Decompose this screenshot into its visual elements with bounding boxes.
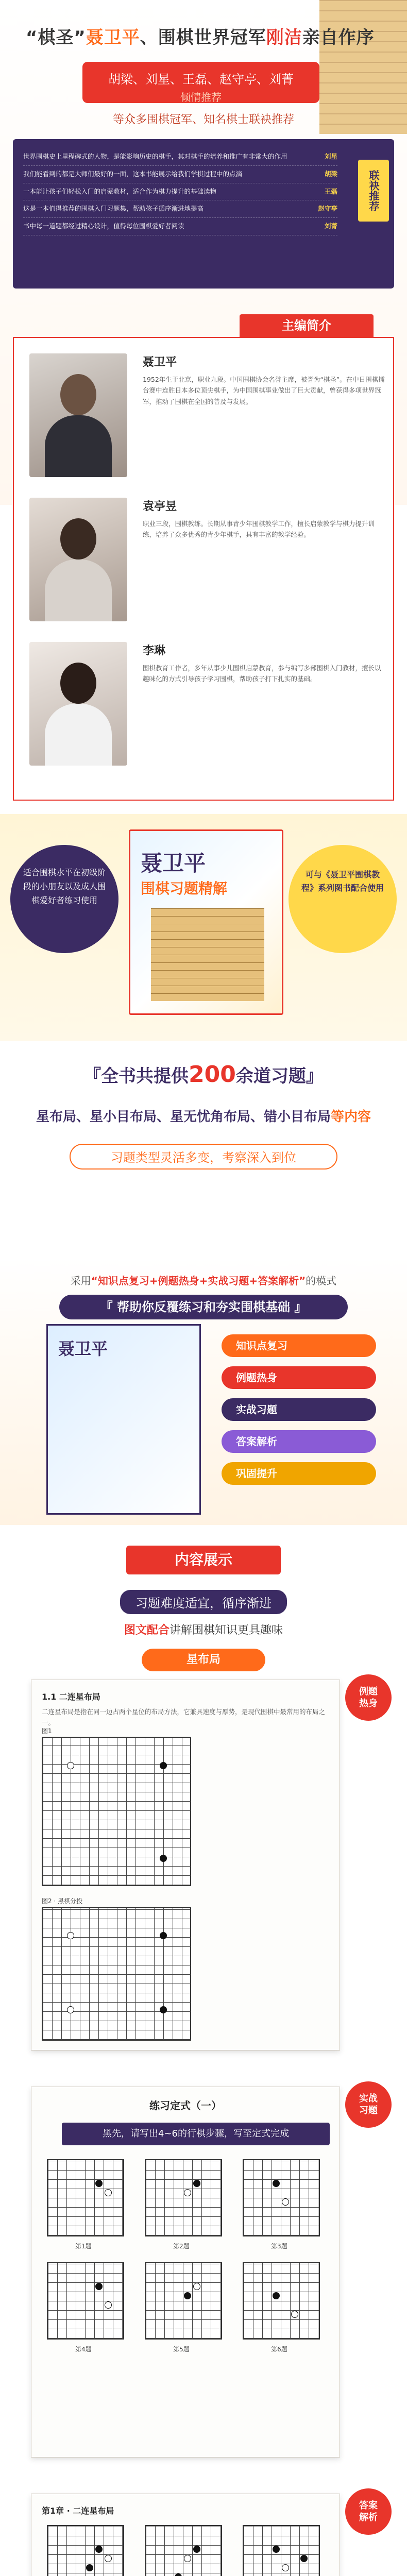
figure-caption: 图1 (42, 1727, 52, 1735)
black-stone (160, 1932, 167, 1939)
problems-count: 200 (189, 1061, 236, 1088)
structure-item: 实战习题 (222, 1398, 376, 1421)
structure-title-pre: 采用 (70, 1275, 91, 1287)
hero-title-end: 亲自作序 (302, 27, 375, 48)
hero-title (26, 23, 375, 48)
recommend-row (23, 200, 337, 218)
recommend-text: 这是一本值得推荐的围棋入门习题集，帮助孩子循序渐进地提高 (23, 205, 204, 213)
structure-title-hl: “知识点复习+例题热身+实战习题+答案解析” (91, 1275, 306, 1287)
content-line1: 习题难度适宜，循序渐进 (120, 1590, 287, 1614)
editor-photo (29, 498, 127, 621)
answer-board (145, 2525, 222, 2576)
recommender-name: 赵守亭 (318, 205, 337, 213)
structure-item: 巩固提升 (222, 1462, 376, 1485)
problems-title-pre: 『全书共提供 (83, 1066, 189, 1087)
content-banner: 内容展示 (126, 1546, 281, 1574)
content-line2-hl: 图文配合 (124, 1624, 169, 1637)
editor-card (24, 493, 383, 637)
go-board (42, 1907, 191, 2041)
warmup-sheet (31, 1680, 340, 2050)
problems-title-post: 余道习题』 (235, 1066, 324, 1087)
question-label: 第2题 (173, 2243, 190, 2250)
recommend-text: 世界围棋史上里程碑式的人物，是能影响历史的棋手，其对棋手的培养和推广有非常大的作用 (23, 152, 287, 160)
editor-card (24, 348, 383, 493)
topics-suffix: 等内容 (331, 1109, 371, 1125)
problem-board (243, 2159, 320, 2236)
structure-section (0, 1257, 407, 1525)
answer-board (243, 2525, 320, 2576)
structure-title-post: 的模式 (306, 1275, 337, 1287)
answer-tag: 答案 解析 (345, 2488, 392, 2535)
editor-name: 李琳 (143, 645, 166, 657)
problems-note: 习题类型灵活多变，考察深入到位 (70, 1144, 337, 1170)
structure-banner: 『 帮助你反覆练习和夯实围棋基础 』 (59, 1295, 348, 1319)
structure-item: 例题热身 (222, 1366, 376, 1389)
recommend-badge (82, 62, 319, 103)
problems-topics (0, 1106, 407, 1128)
hero-title-rest: 、围棋世界冠军 (140, 27, 266, 48)
editor-name: 袁亭昱 (143, 500, 177, 513)
question-label: 第1题 (75, 2243, 92, 2250)
answer-heading: 第1章 · 二连星布局 (42, 2506, 114, 2516)
editor-bio: 职业三段，围棋教练。长期从事青少年围棋教学工作，擅长启蒙教学与棋力提升训练，培养了众多优秀的青少年棋手，具有丰富的教学经验。 (143, 520, 375, 539)
go-board (42, 1737, 191, 1886)
black-stone (160, 1855, 167, 1862)
recommend-panel (13, 139, 394, 289)
content-line2-rest: 讲解围棋知识更具趣味 (169, 1624, 283, 1637)
recommender-name: 胡梁 (324, 170, 337, 178)
recommend-text: 书中每一道题都经过精心设计，值得每位围棋爱好者阅读 (23, 222, 184, 230)
question-label: 第6题 (271, 2346, 287, 2353)
answer-sheet (31, 2494, 340, 2576)
practice-tag: 实战 习题 (345, 2081, 392, 2128)
recommend-text: 我们能看到的都是大师们最好的一面，这本书能展示给我们学棋过程中的点滴 (23, 170, 243, 178)
hero-name: 聂卫平 (86, 27, 140, 48)
black-stone (160, 1762, 167, 1769)
question-label: 第5题 (173, 2346, 190, 2353)
editors-section (13, 314, 394, 801)
recommend-row (23, 166, 337, 183)
content-lines (0, 1590, 407, 1637)
book-title: 聂卫平 (141, 851, 206, 876)
sheet-heading: 1.1 二连星布局 (42, 1692, 100, 1702)
hero-quote: “棋圣” (26, 27, 86, 48)
white-stone (67, 1932, 74, 1939)
question-label: 第3题 (271, 2243, 287, 2250)
companion-circle: 可与《聂卫平围棋教程》系列图书配合使用 (289, 845, 397, 953)
badge-line1: 胡梁、刘星、王磊、赵守亭、刘菁 (108, 72, 294, 87)
hero-subtitle: 等众多围棋冠军、知名棋士联袂推荐 (112, 113, 294, 126)
figure-caption: 图2 · 黑棋分投 (42, 1897, 83, 1905)
editor-photo (29, 642, 127, 766)
exercise-instruction: 黑先，请写出4~6的行棋步骤，写至定式完成 (62, 2123, 330, 2145)
structure-title (0, 1273, 407, 1287)
white-stone (67, 1762, 74, 1769)
problems-title (0, 1061, 407, 1088)
sheet-paragraph: 二连星布局是指在同一边占两个星位的布局方法，它兼具速度与厚势，是现代围棋中最常用的布局之一。 (42, 1708, 326, 1727)
problem-board (145, 2159, 222, 2236)
white-stone (67, 2006, 74, 2013)
answer-board (47, 2525, 124, 2576)
recommend-row (23, 183, 337, 201)
content-line2 (0, 1621, 407, 1637)
editor-name: 聂卫平 (143, 356, 177, 369)
problem-board (145, 2262, 222, 2340)
go-board-image (151, 908, 264, 1001)
audience-circle: 适合围棋水平在初级阶段的小朋友以及成人围棋爱好者练习使用 (10, 845, 118, 953)
warmup-tag: 例题 热身 (345, 1674, 392, 1721)
problems-section (0, 1041, 407, 1257)
editor-bio: 1952年生于北京，职业九段。中国围棋协会名誉主席，被誉为“棋圣”。在中日围棋擂台赛中连胜日本多位顶尖棋手，为中国围棋事业做出了巨大贡献，曾获得多项世界冠军，推动了围棋在全国的普及与发展。 (143, 376, 385, 405)
recommend-row (23, 218, 337, 235)
structure-item: 知识点复习 (222, 1334, 376, 1357)
editor-bio: 围棋教育工作者，多年从事少儿围棋启蒙教育，参与编写多部围棋入门教材，擅长以趣味化的方式引导孩子学习围棋，帮助孩子打下扎实的基础。 (143, 664, 381, 683)
topics-list: 星布局、星小目布局、星无忧角布局、错小目布局 (36, 1109, 331, 1125)
structure-book (46, 1324, 201, 1515)
problem-board (47, 2159, 124, 2236)
editor-card (24, 637, 383, 781)
editors-heading: 主编简介 (240, 314, 374, 337)
hero-title-hl: 刚洁 (266, 27, 302, 48)
book-cover (129, 829, 283, 1015)
question-label: 第4题 (75, 2346, 92, 2353)
editor-photo (29, 353, 127, 477)
problem-board (243, 2262, 320, 2340)
structure-book-title: 聂卫平 (58, 1339, 108, 1359)
structure-list (222, 1334, 376, 1494)
recommender-name: 刘菁 (324, 222, 337, 230)
black-stone (160, 2006, 167, 2013)
recommend-text: 一本能让孩子们轻松入门的启蒙教材，适合作为棋力提升的基础读物 (23, 187, 217, 195)
recommend-row (23, 148, 337, 166)
exercise-caption: 练习定式（一） (149, 2099, 222, 2112)
book-subtitle: 围棋习题精解 (141, 880, 228, 897)
editors-box (13, 337, 394, 801)
recommender-name: 刘星 (324, 152, 337, 160)
content-section (0, 1525, 407, 2576)
structure-item: 答案解析 (222, 1430, 376, 1453)
section-label: 星布局 (142, 1649, 265, 1671)
recommend-tag: 联袂推荐 (358, 160, 389, 222)
problem-board (47, 2262, 124, 2340)
badge-line2: 倾情推荐 (180, 91, 222, 104)
recommender-name: 王磊 (324, 187, 337, 195)
product-section (0, 814, 407, 1041)
